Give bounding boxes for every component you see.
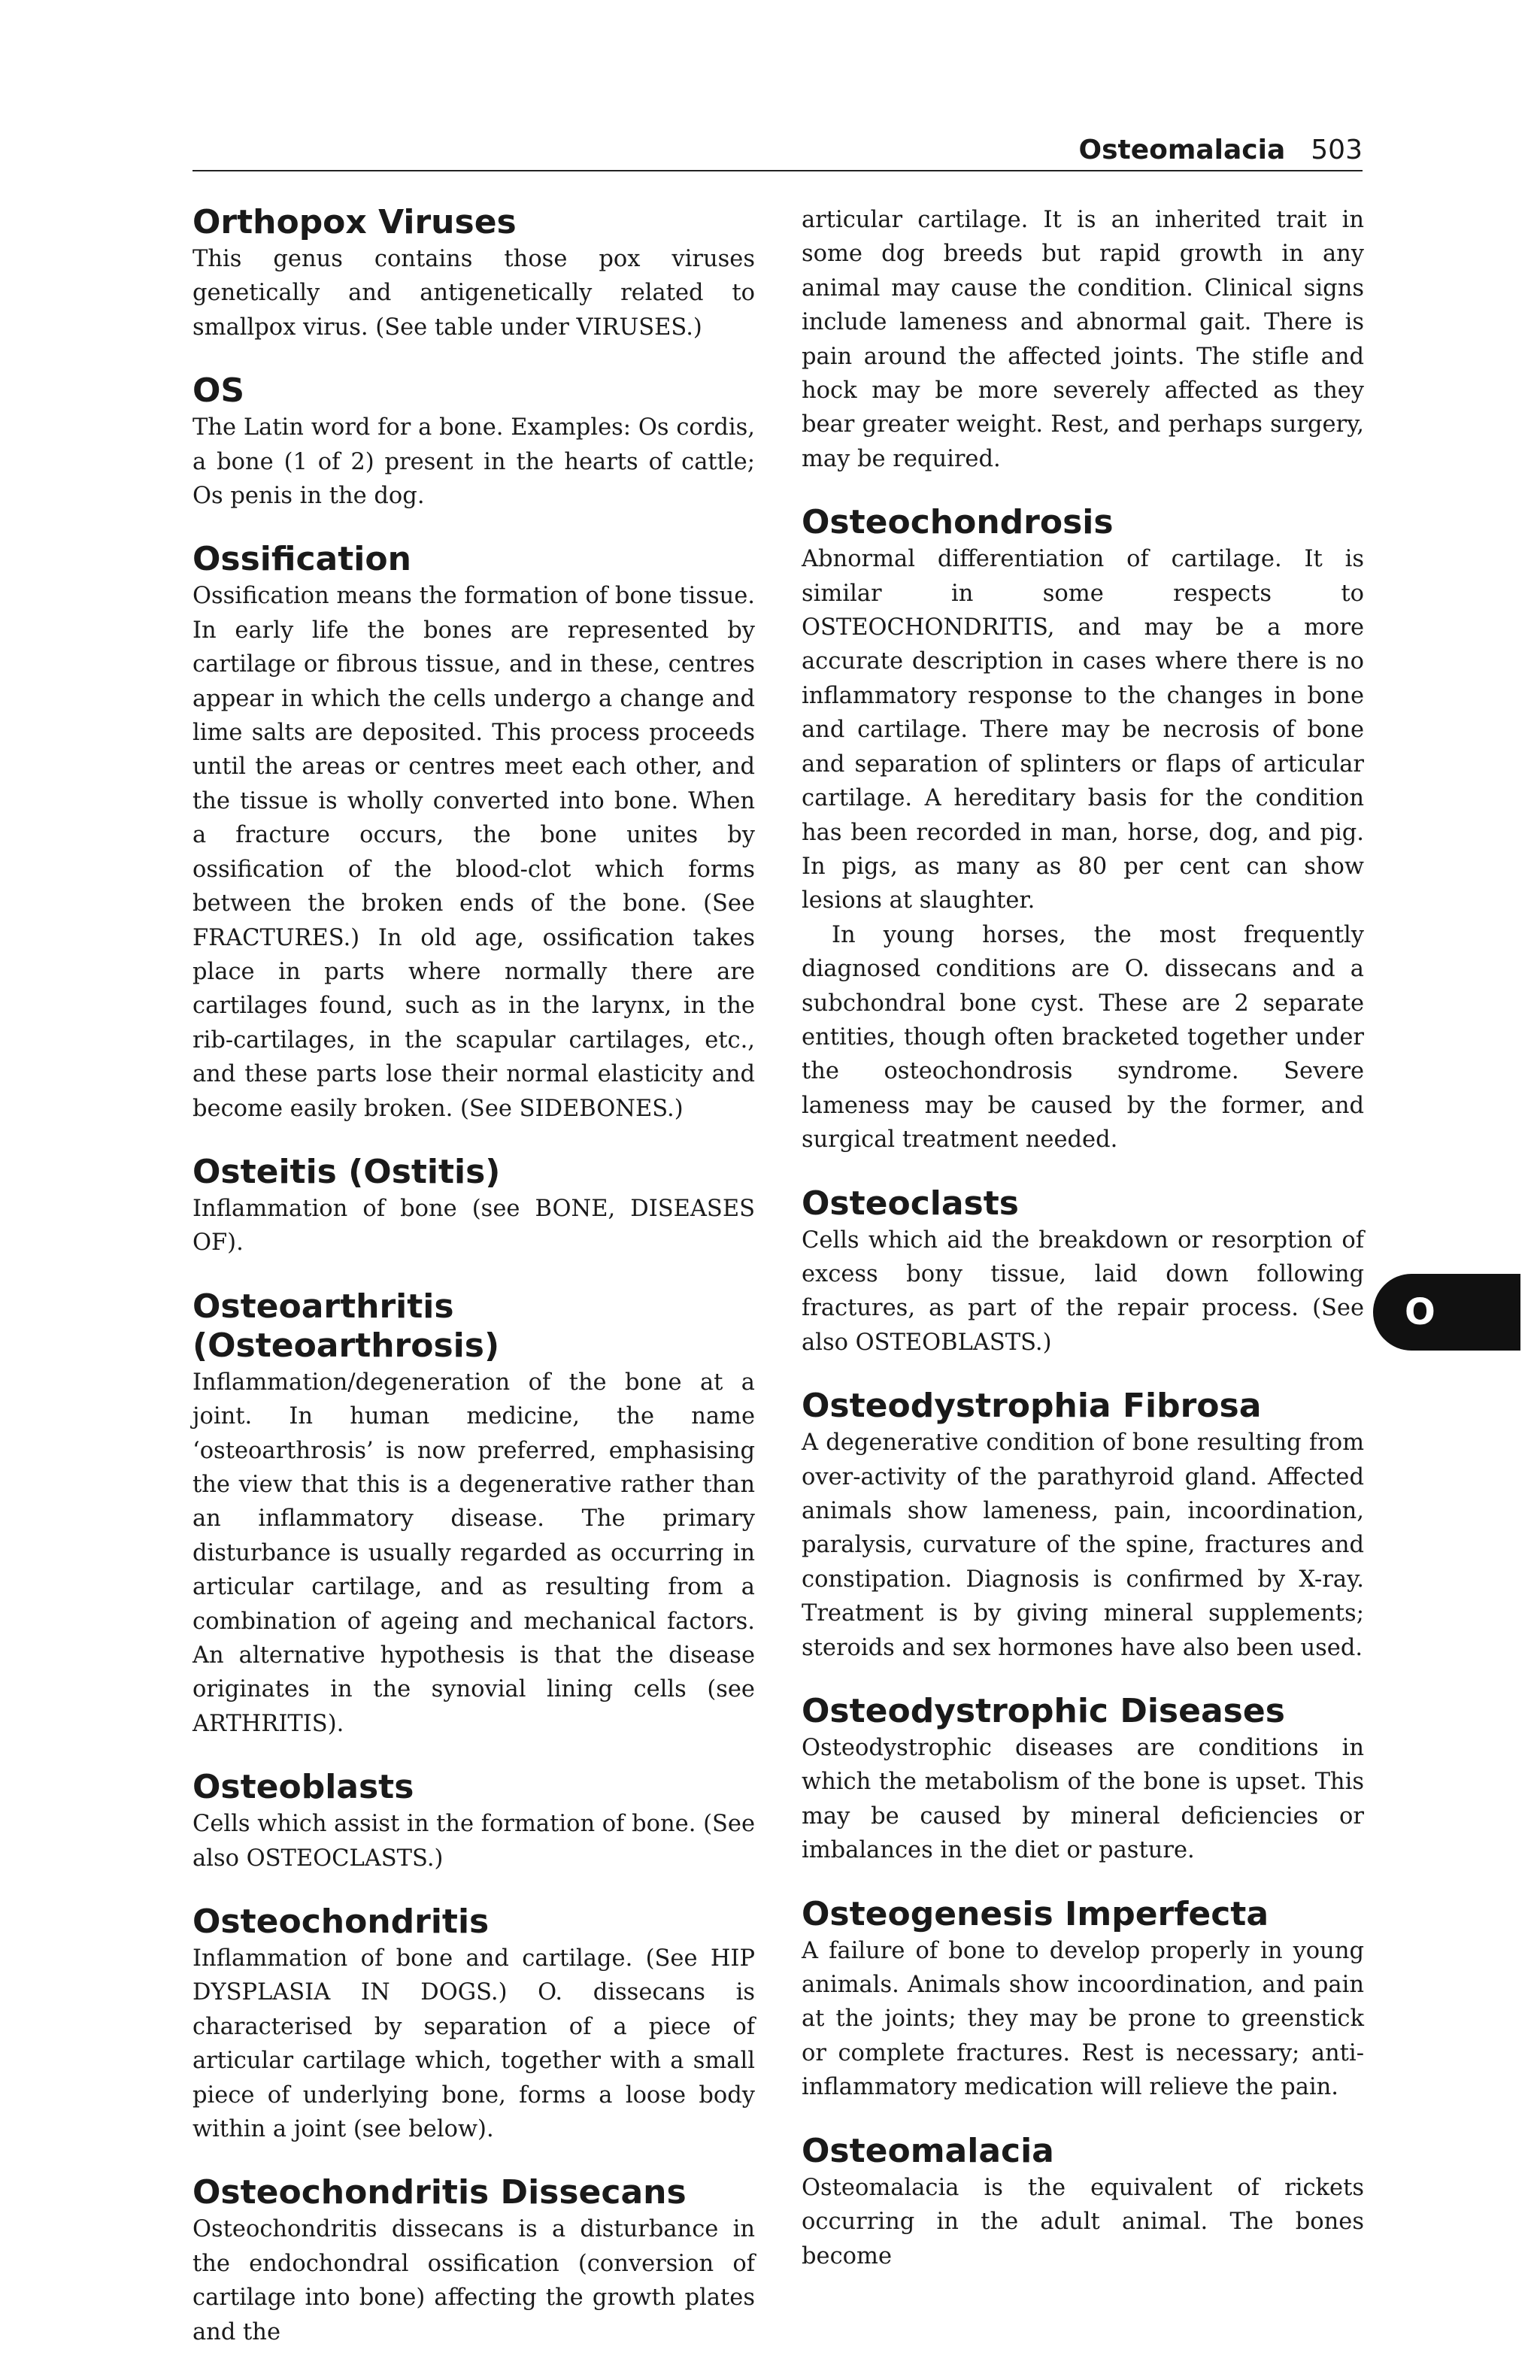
left-column — [192, 203, 755, 2376]
thumb-tab-letter: O — [1405, 1291, 1435, 1333]
entry-paragraph: Osteodystrophic diseases are conditions in which the metabolism of the bone is upset. This may be caused by mineral deficiencies or imbalances in the diet or pasture. — [802, 1735, 1364, 1864]
entry — [192, 1287, 755, 1741]
entry-paragraph: This genus contains those pox viruses genetically and antigenetically related to smallpox virus. (See table under VIRUSES.) — [192, 246, 755, 341]
entry-paragraph: Inflammation/degeneration of the bone at a joint. In human medicine, the name ‘osteoarthrosis’ is now preferred, emphasising the view that this is a degenerative rather than an inflammatory disease. The primary disturbance is usually regarded as occurring in articular cartilage, and as resulting from a combination of ageing and mechanical factors. An alternative hypothesis is that the disease originates in the synovial lining cells (see ARTHRITIS). — [192, 1369, 755, 1737]
entry-paragraph: The Latin word for a bone. Examples: Os cordis, a bone (1 of 2) present in the hearts of cattle; Os penis in the dog. — [192, 414, 755, 510]
entry-paragraph: Abnormal differentiation of cartilage. It is similar in some respects to OSTEOCHONDRITIS, and may be a more accurate description in cases where there is no inflammatory response to the changes in bone and cartilage. There may be necrosis of bone and separation of splinters or flaps of articular cartilage. A hereditary basis for the condition has been recorded in man, horse, dog, and pig. In pigs, as many as 80 per cent can show lesions at slaughter. — [802, 546, 1364, 914]
entry — [192, 540, 755, 1126]
entry-title: Osteochondritis — [192, 1902, 490, 1942]
entry-title: Osteochondritis Dissecans — [192, 2173, 687, 2212]
entry — [802, 1184, 1364, 1360]
entry — [802, 1387, 1364, 1665]
entry — [192, 1902, 755, 2146]
entry — [192, 1153, 755, 1260]
entry-title: Osteochondrosis — [802, 503, 1114, 542]
page-number: 503 — [1311, 135, 1363, 165]
entry-paragraph: A failure of bone to develop properly in young animals. Animals show incoordination, and pain at the joints; they may be prone to greenstick or complete fractures. Rest is necessary; anti-inflammatory medication will relieve the pain. — [802, 1937, 1364, 2101]
entry-title: Ossification — [192, 540, 411, 579]
right-column — [802, 203, 1364, 2300]
entry-paragraph: In young horses, the most frequently diagnosed conditions are O. dissecans and a subchondral bone cyst. These are 2 separate entities, though often bracketed together under the osteochondrosis syndrome. Severe lameness may be caused by the former, and surgical treatment needed. — [802, 921, 1364, 1154]
entry-title: Osteoarthritis (Osteoarthrosis) — [192, 1287, 500, 1365]
continued-text — [802, 203, 1364, 476]
entry — [802, 1692, 1364, 1868]
entry — [192, 203, 755, 344]
running-title: Osteomalacia — [1078, 135, 1286, 165]
entry — [192, 2173, 755, 2349]
entry-paragraph: Cells which aid the breakdown or resorption of excess bony tissue, laid down following fractures, as part of the repair process. (See also OSTEOBLASTS.) — [802, 1226, 1364, 1356]
entry-title: Osteomalacia — [802, 2131, 1054, 2170]
entry-title: Osteitis (Ostitis) — [192, 1152, 501, 1191]
section-thumb-tab — [1373, 1274, 1520, 1351]
entry — [192, 1768, 755, 1875]
entry-title: Osteoblasts — [192, 1768, 414, 1807]
entry — [802, 503, 1364, 1157]
entry-paragraph: Inflammation of bone and cartilage. (See HIP DYSPLASIA IN DOGS.) O. dissecans is characterised by separation of a piece of articular cartilage which, together with a small piece of underlying bone, forms a loose body within a joint (see below). — [192, 1945, 755, 2143]
entry-title: OS — [192, 371, 245, 411]
entry — [192, 371, 755, 513]
entry-paragraph: Cells which assist in the formation of bone. (See also OSTEOCLASTS.) — [192, 1811, 756, 1872]
entry-paragraph: articular cartilage. It is an inherited trait in some dog breeds but rapid growth in any animal may cause the condition. Clinical signs include lameness and abnormal gait. There is pain around the affected joints. The stifle and hock may be more severely affected as they bear greater weight. Rest, and perhaps surgery, may be required. — [802, 207, 1364, 472]
entry-title: Orthopox Viruses — [192, 203, 517, 241]
running-head — [192, 126, 1363, 171]
entry — [802, 2132, 1364, 2273]
entry-title: Osteogenesis Imperfecta — [802, 1894, 1269, 1933]
entry — [802, 1895, 1364, 2105]
entry-title: Osteoclasts — [802, 1184, 1019, 1223]
entry-title: Osteodystrophia Fibrosa — [802, 1387, 1262, 1426]
entry-paragraph: Osteomalacia is the equivalent of rickets occurring in the adult animal. The bones become — [802, 2174, 1364, 2269]
entry-title: Osteodystrophic Diseases — [802, 1692, 1285, 1731]
entry-paragraph: Osteochondritis dissecans is a disturbance in the endochondral ossification (conversion of cartilage into bone) affecting the growth plates and the — [192, 2216, 755, 2345]
entry-paragraph: A degenerative condition of bone resulting from over-activity of the parathyroid gland. Affected animals show lameness, pain, incoordination, paralysis, curvature of the spine, fractures and constipation. Diagnosis is confirmed by X-ray. Treatment is by giving mineral supplements; steroids and sex hormones have also been used. — [802, 1430, 1364, 1661]
entry-paragraph: Ossification means the formation of bone tissue. In early life the bones are represented by cartilage or fibrous tissue, and in these, centres appear in which the cells undergo a change and lime salts are deposited. This process proceeds until the areas or centres meet each other, and the tissue is wholly converted into bone. When a fracture occurs, the bone unites by ossification of the blood-clot which forms between the broken ends of the bone. (See FRACTURES.) In old age, ossification takes place in parts where normally there are cartilages found, such as in the larynx, in the rib-cartilages, in the scapular cartilages, etc., and these parts lose their normal elasticity and become easily broken. (See SIDEBONES.) — [192, 583, 755, 1122]
entry-paragraph: Inflammation of bone (see BONE, DISEASES OF). — [192, 1195, 755, 1257]
